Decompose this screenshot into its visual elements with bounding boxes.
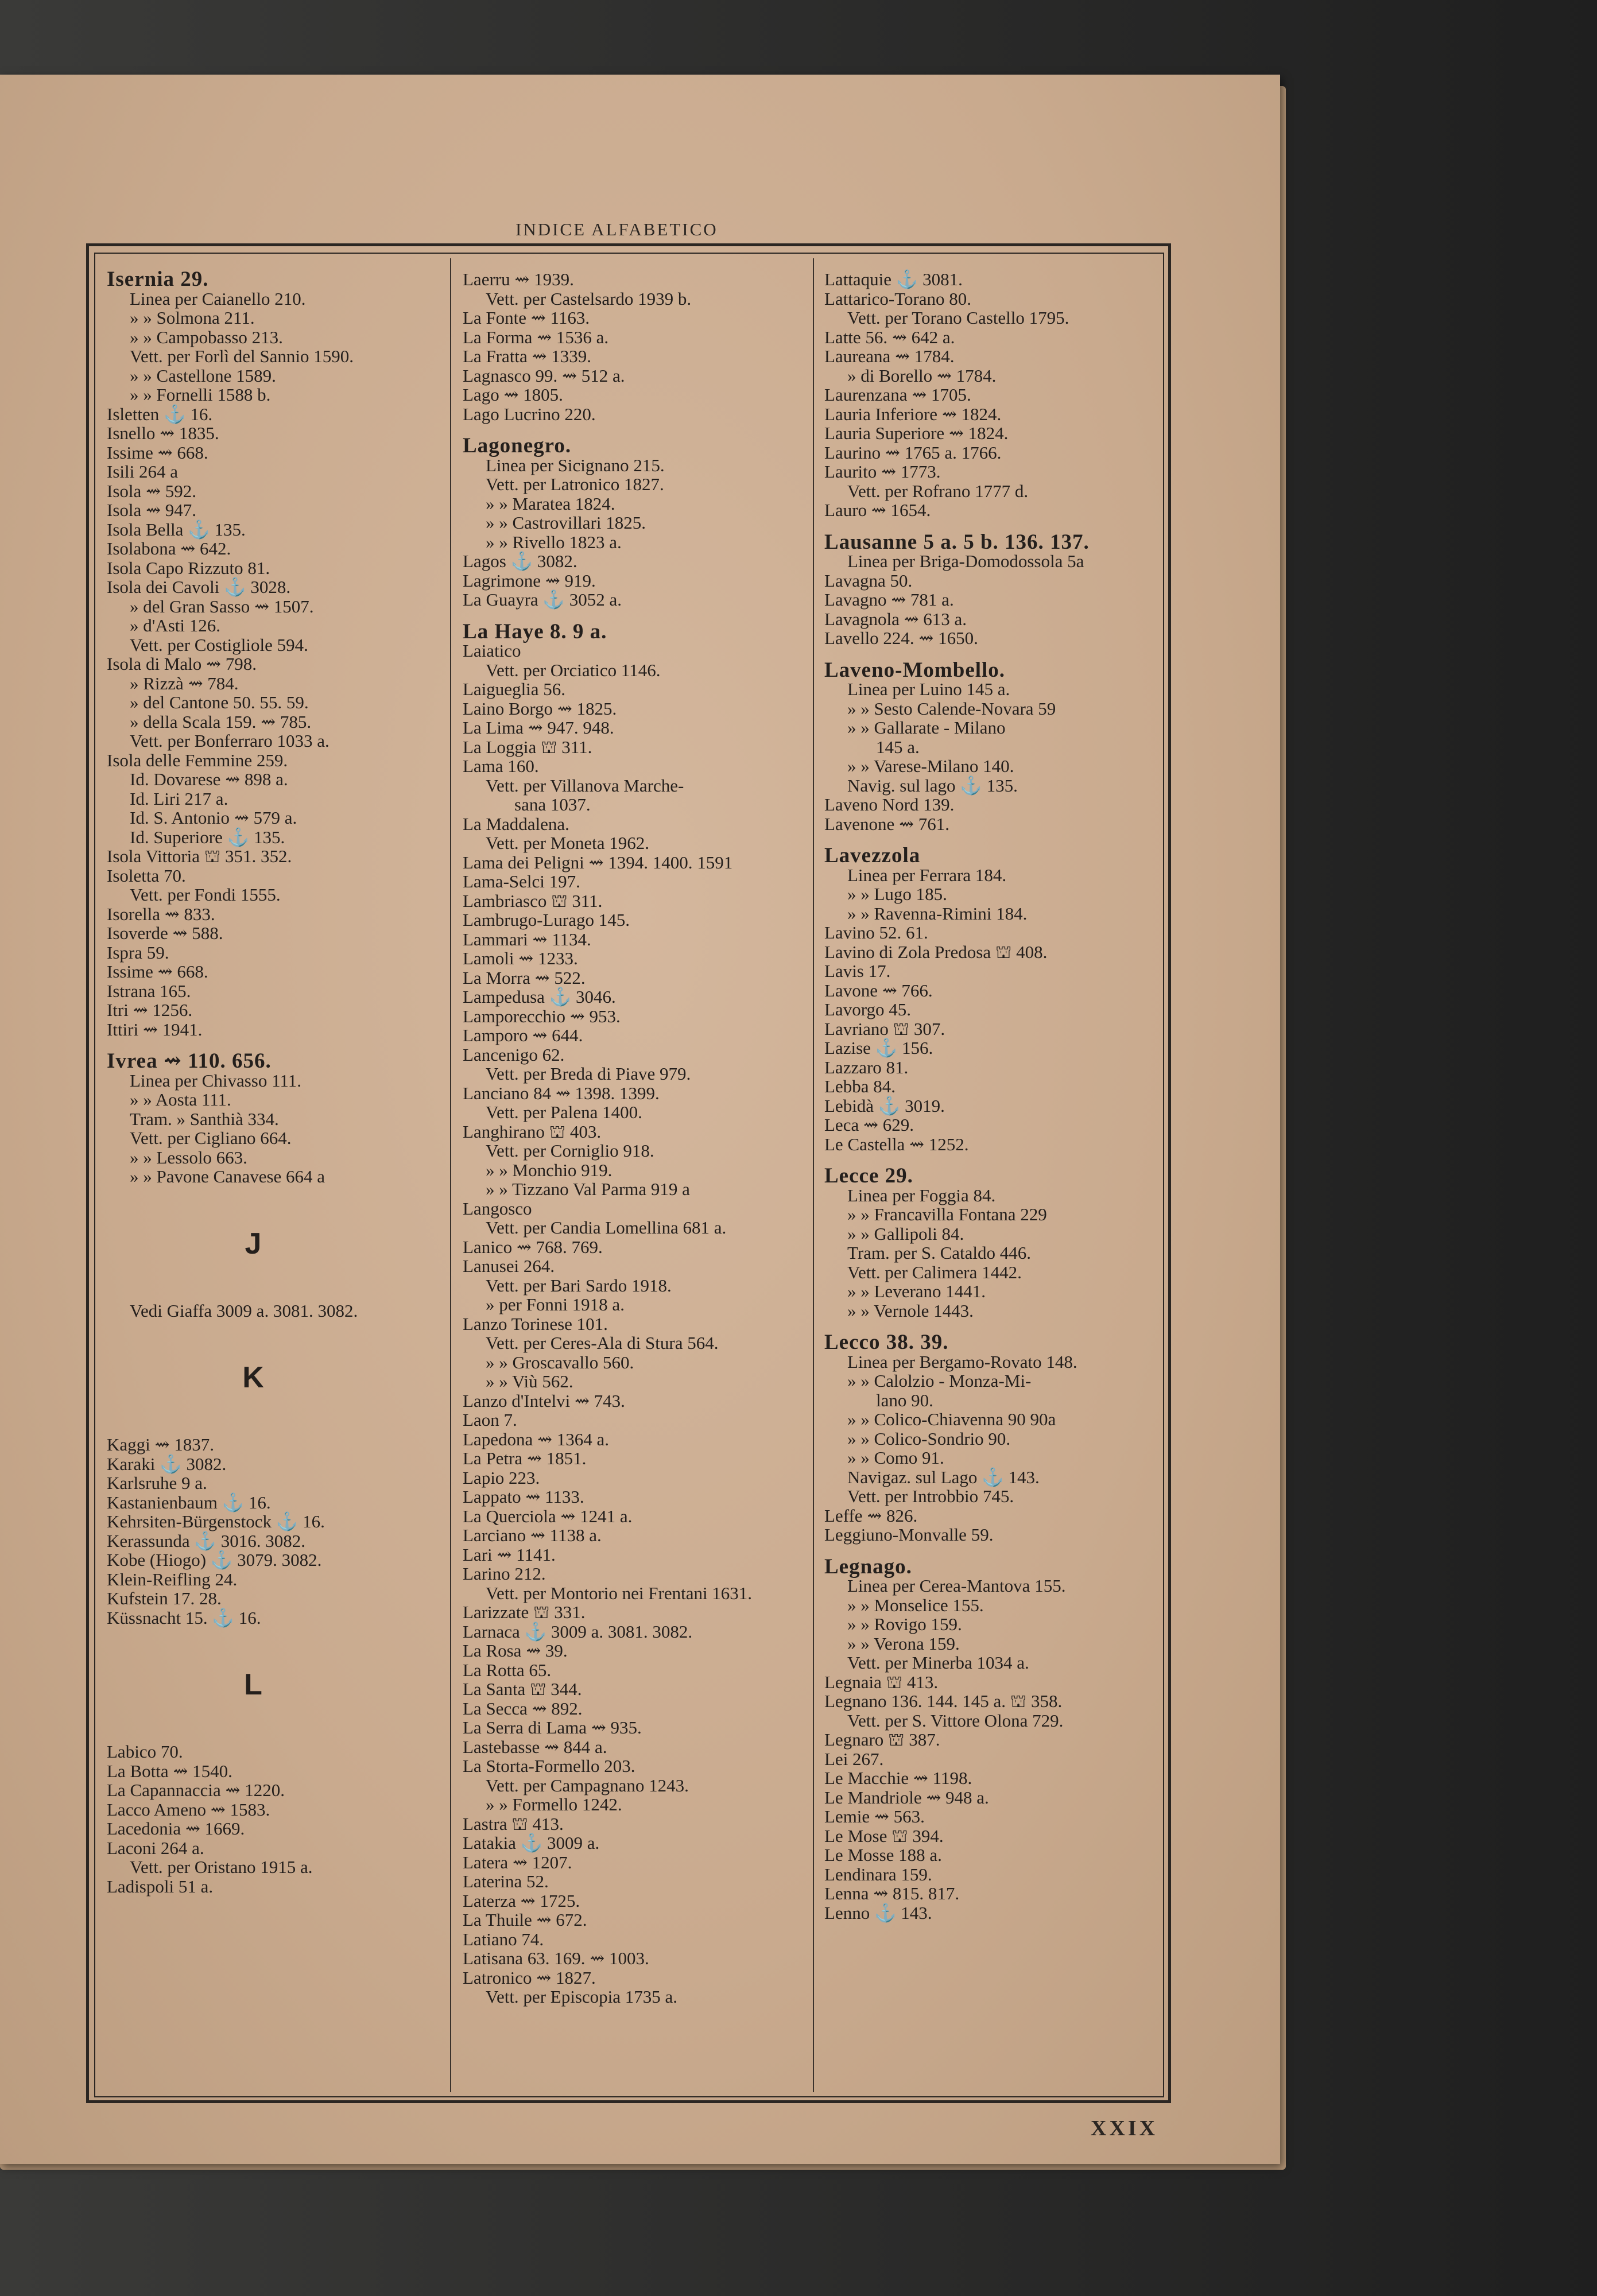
index-entry: Lapedona ⇝ 1364 a.: [463, 1429, 609, 1449]
index-entry: Laigueglia 56.: [463, 679, 566, 699]
index-entry: Kastanienbaum ⚓ 16.: [107, 1492, 271, 1512]
index-subentry: Vett. per Latronico 1827.: [486, 474, 664, 494]
index-subentry: » del Cantone 50. 55. 59.: [130, 692, 309, 712]
index-subentry: » » Gallarate - Milano: [847, 718, 1006, 738]
index-subentry: Vett. per Moneta 1962.: [486, 833, 649, 853]
index-subentry: Vett. per Episcopia 1735 a.: [486, 1987, 678, 2007]
index-subentry: » » Formello 1242.: [486, 1794, 622, 1814]
index-entry: La Fonte ⇝ 1163.: [463, 308, 590, 328]
index-entry: Ispra 59.: [107, 942, 169, 963]
index-subentry: » per Fonni 1918 a.: [486, 1294, 625, 1314]
index-entry: Lama dei Peligni ⇝ 1394. 1400. 1591: [463, 852, 733, 872]
index-entry: Isola dei Cavoli ⚓ 3028.: [107, 577, 291, 597]
index-subentry: Vett. per Forlì del Sannio 1590.: [130, 346, 354, 366]
index-subentry: Vett. per S. Vittore Olona 729.: [847, 1710, 1064, 1731]
index-entry: Lebidà ⚓ 3019.: [824, 1095, 945, 1116]
index-entry: Isola di Malo ⇝ 798.: [107, 654, 257, 674]
index-heading: Lavezzola: [824, 844, 921, 867]
index-subentry: » » Como 91.: [847, 1448, 944, 1468]
index-subentry: Linea per Sicignano 215.: [486, 455, 665, 475]
index-entry: Langosco: [463, 1198, 532, 1219]
index-subentry: » » Monselice 155.: [847, 1595, 984, 1615]
index-entry: Klein-Reifling 24.: [107, 1569, 238, 1589]
index-subentry: Vett. per Fondi 1555.: [130, 885, 281, 905]
index-entry: Isnello ⇝ 1835.: [107, 423, 219, 443]
index-subentry: » » Castrovillari 1825.: [486, 513, 646, 533]
index-entry: Lambriasco ⛫ 311.: [463, 890, 603, 911]
index-subentry: Vett. per Cigliano 664.: [130, 1128, 292, 1148]
index-entry: La Maddalena.: [463, 813, 569, 834]
index-subentry: Linea per Ferrara 184.: [847, 864, 1007, 885]
index-entry: Lanzo Torinese 101.: [463, 1313, 608, 1334]
index-entry: Labico 70.: [107, 1742, 183, 1762]
index-entry: Isolabona ⇝ 642.: [107, 538, 231, 559]
index-subentry: » del Gran Sasso ⇝ 1507.: [130, 596, 314, 616]
index-subentry: Id. Liri 217 a.: [130, 788, 228, 809]
index-subentry: Vett. per Minerba 1034 a.: [847, 1653, 1029, 1673]
index-entry: La Loggia ⛫ 311.: [463, 736, 592, 757]
index-entry: Larizzate ⛫ 331.: [463, 1602, 586, 1622]
index-subentry: » » Fornelli 1588 b.: [130, 385, 271, 405]
index-entry: Karlsruhe 9 a.: [107, 1473, 207, 1493]
index-subentry: Tram. » Santhià 334.: [130, 1108, 279, 1129]
index-entry: Laurito ⇝ 1773.: [824, 461, 941, 482]
index-entry: Karaki ⚓ 3082.: [107, 1453, 227, 1474]
index-entry: Lanciano 84 ⇝ 1398. 1399.: [463, 1083, 660, 1103]
index-subentry: Linea per Luino 145 a.: [847, 679, 1010, 699]
index-subentry: » » Leverano 1441.: [847, 1281, 986, 1301]
page-number: XXIX: [1091, 2116, 1158, 2140]
index-entry: Le Mose ⛫ 394.: [824, 1825, 944, 1846]
index-subentry: » » Tizzano Val Parma 919 a: [486, 1179, 690, 1199]
column-rule: [450, 258, 451, 2092]
index-subentry: » » Sesto Calende-Novara 59: [847, 698, 1056, 719]
index-entry: Laconi 264 a.: [107, 1837, 204, 1858]
index-entry: Legnaia ⛫ 413.: [824, 1671, 939, 1692]
index-subentry: Linea per Bergamo-Rovato 148.: [847, 1351, 1077, 1372]
index-entry: Lavriano ⛫ 307.: [824, 1018, 945, 1039]
index-entry: Lavello 224. ⇝ 1650.: [824, 628, 978, 648]
index-subentry: Vett. per Bonferraro 1033 a.: [130, 731, 330, 751]
index-entry: Lauria Inferiore ⇝ 1824.: [824, 404, 1002, 424]
index-entry: Kobe (Hiogo) ⚓ 3079. 3082.: [107, 1550, 322, 1570]
index-entry: La Lima ⇝ 947. 948.: [463, 718, 614, 738]
index-entry: Isorella ⇝ 833.: [107, 903, 215, 924]
index-subentry: Vett. per Candia Lomellina 681 a.: [486, 1217, 727, 1238]
index-subentry: » » Ravenna-Rimini 184.: [847, 903, 1028, 924]
index-entry: Lagos ⚓ 3082.: [463, 551, 577, 571]
index-entry: Larnaca ⚓ 3009 a. 3081. 3082.: [463, 1621, 693, 1642]
index-entry: Larino 212.: [463, 1564, 546, 1584]
index-entry: Lenna ⇝ 815. 817.: [824, 1883, 960, 1903]
index-entry: Le Mandriole ⇝ 948 a.: [824, 1787, 989, 1808]
index-entry: Laveno Nord 139.: [824, 794, 955, 815]
index-entry: Isola ⇝ 592.: [107, 480, 196, 501]
index-entry: Laterina 52.: [463, 1871, 549, 1891]
index-subentry: » » Pavone Canavese 664 a: [130, 1166, 325, 1186]
index-subentry: Id. S. Antonio ⇝ 579 a.: [130, 808, 297, 828]
index-entry: La Botta ⇝ 1540.: [107, 1760, 232, 1781]
index-entry: Lamporecchio ⇝ 953.: [463, 1006, 621, 1026]
index-subentry: Id. Dovarese ⇝ 898 a.: [130, 769, 288, 789]
index-entry: Lavino di Zola Predosa ⛫ 408.: [824, 941, 1048, 962]
index-entry: Isola Vittoria ⛫ 351. 352.: [107, 846, 292, 866]
index-entry: Lanico ⇝ 768. 769.: [463, 1236, 603, 1257]
index-entry: Lemie ⇝ 563.: [824, 1806, 925, 1826]
index-subentry: » » Verona 159.: [847, 1633, 960, 1654]
index-subentry: » della Scala 159. ⇝ 785.: [130, 711, 312, 732]
index-entry: Lazzaro 81.: [824, 1057, 909, 1077]
index-entry: Latakia ⚓ 3009 a.: [463, 1833, 600, 1853]
index-entry: La Guayra ⚓ 3052 a.: [463, 589, 622, 610]
index-subentry: Vett. per Castelsardo 1939 b.: [486, 288, 692, 309]
index-entry: Kaggi ⇝ 1837.: [107, 1434, 214, 1455]
index-subentry: Vett. per Introbbio 745.: [847, 1486, 1014, 1506]
index-entry: Lavenone ⇝ 761.: [824, 813, 949, 834]
section-letter: J: [245, 1227, 262, 1261]
index-subentry: » d'Asti 126.: [130, 615, 221, 635]
index-entry: La Petra ⇝ 1851.: [463, 1448, 587, 1468]
index-entry: La Forma ⇝ 1536 a.: [463, 327, 609, 347]
index-subentry: Linea per Briga-Domodossola 5a: [847, 551, 1084, 571]
index-subentry: Navig. sul lago ⚓ 135.: [847, 775, 1018, 796]
index-subentry: » » Lessolo 663.: [130, 1147, 247, 1168]
index-entry: Lamporo ⇝ 644.: [463, 1025, 583, 1045]
index-entry: La Secca ⇝ 892.: [463, 1698, 583, 1719]
column-rule: [813, 258, 814, 2092]
index-heading: Lagonegro.: [463, 434, 572, 457]
index-entry: Lavino 52. 61.: [824, 922, 928, 943]
index-subentry: Vett. per Campagnano 1243.: [486, 1775, 689, 1795]
index-heading: Lecco 38. 39.: [824, 1331, 949, 1354]
index-subentry: » » Aosta 111.: [130, 1089, 231, 1110]
index-subentry: » » Colico-Sondrio 90.: [847, 1428, 1011, 1449]
index-entry: Isola Bella ⚓ 135.: [107, 519, 246, 540]
index-entry: Leggiuno-Monvalle 59.: [824, 1525, 994, 1545]
index-entry: Lazise ⚓ 156.: [824, 1038, 933, 1058]
index-entry: Le Castella ⇝ 1252.: [824, 1134, 969, 1154]
index-subentry: » » Groscavallo 560.: [486, 1352, 634, 1372]
index-subentry: Vett. per Montorio nei Frentani 1631.: [486, 1583, 753, 1603]
index-entry: Legnano 136. 144. 145 a. ⛫ 358.: [824, 1691, 1063, 1711]
index-subentry: Vett. per Ceres-Ala di Stura 564.: [486, 1333, 719, 1353]
index-subentry: » » Gallipoli 84.: [847, 1223, 964, 1244]
index-entry: Lamoli ⇝ 1233.: [463, 948, 578, 968]
index-entry: La Rotta 65.: [463, 1659, 552, 1680]
index-entry: Ladispoli 51 a.: [107, 1876, 214, 1896]
index-entry: Larciano ⇝ 1138 a.: [463, 1525, 602, 1545]
index-entry: Lavorgo 45.: [824, 999, 911, 1019]
index-heading: Lecce 29.: [824, 1164, 913, 1188]
index-subentry: » » Varese-Milano 140.: [847, 756, 1014, 776]
index-subentry: » » Colico-Chiavenna 90 90a: [847, 1409, 1056, 1429]
index-subentry: Navigaz. sul Lago ⚓ 143.: [847, 1467, 1040, 1487]
index-entry: Lavagno ⇝ 781 a.: [824, 589, 954, 610]
index-entry: Issime ⇝ 668.: [107, 961, 208, 982]
index-entry: Lago ⇝ 1805.: [463, 385, 563, 405]
index-entry: Lattaquie ⚓ 3081.: [824, 269, 963, 289]
index-entry: Leca ⇝ 629.: [824, 1115, 914, 1135]
index-entry: Lacedonia ⇝ 1669.: [107, 1818, 245, 1839]
index-subentry: Vett. per Torano Castello 1795.: [847, 308, 1069, 328]
index-entry: Lendinara 159.: [824, 1864, 932, 1884]
index-subentry: Vedi Giaffa 3009 a. 3081. 3082.: [130, 1300, 358, 1321]
index-entry: Lago Lucrino 220.: [463, 404, 596, 424]
index-entry: Lavagnola ⇝ 613 a.: [824, 608, 967, 629]
index-entry: Latiano 74.: [463, 1929, 544, 1949]
index-subentry: Vett. per Rofrano 1777 d.: [847, 480, 1029, 501]
index-heading: Lausanne 5 a. 5 b. 136. 137.: [824, 530, 1090, 554]
index-subentry: Vett. per Villanova Marche-: [486, 775, 684, 796]
index-entry: Le Macchie ⇝ 1198.: [824, 1768, 972, 1788]
index-subentry: » » Francavilla Fontana 229: [847, 1204, 1047, 1224]
index-entry: La Morra ⇝ 522.: [463, 967, 586, 988]
index-subentry: » » Monchio 919.: [486, 1159, 613, 1180]
index-subentry: Vett. per Palena 1400.: [486, 1102, 642, 1122]
index-subentry: Linea per Foggia 84.: [847, 1185, 996, 1205]
index-entry: Latisana 63. 169. ⇝ 1003.: [463, 1948, 649, 1968]
index-subentry: » » Castellone 1589.: [130, 365, 276, 386]
index-heading: Legnago.: [824, 1554, 912, 1578]
index-entry: Latera ⇝ 1207.: [463, 1852, 572, 1872]
index-continuation: sana 1037.: [514, 794, 591, 815]
index-entry: La Thuile ⇝ 672.: [463, 1910, 587, 1930]
index-entry: Kerassunda ⚓ 3016. 3082.: [107, 1530, 305, 1551]
index-entry: Lapio 223.: [463, 1467, 540, 1488]
index-entry: Lammari ⇝ 1134.: [463, 929, 591, 949]
index-entry: Lavagna 50.: [824, 570, 913, 591]
index-subentry: » » Calolzio - Monza-Mi-: [847, 1371, 1032, 1391]
index-entry: Lancenigo 62.: [463, 1044, 565, 1065]
index-entry: Lavis 17.: [824, 961, 891, 981]
index-entry: La Fratta ⇝ 1339.: [463, 346, 591, 366]
index-entry: Laurino ⇝ 1765 a. 1766.: [824, 442, 1002, 463]
index-subentry: » » Rovigo 159.: [847, 1614, 962, 1634]
index-subentry: » » Solmona 211.: [130, 308, 255, 328]
index-subentry: Vett. per Bari Sardo 1918.: [486, 1275, 672, 1296]
index-entry: Lastra ⛫ 413.: [463, 1813, 564, 1834]
index-subentry: » » Viù 562.: [486, 1371, 573, 1391]
index-entry: Laon 7.: [463, 1410, 517, 1430]
index-subentry: Vett. per Orciatico 1146.: [486, 660, 661, 680]
index-entry: Isola ⇝ 947.: [107, 500, 196, 520]
index-entry: Lama-Selci 197.: [463, 871, 580, 891]
index-entry: Isletten ⚓ 16.: [107, 404, 213, 424]
index-entry: Laurenzana ⇝ 1705.: [824, 385, 971, 405]
index-subentry: » » Lugo 185.: [847, 884, 947, 904]
index-entry: Kehrsiten-Bürgenstock ⚓ 16.: [107, 1511, 325, 1531]
index-entry: La Santa ⛫ 344.: [463, 1679, 582, 1699]
index-subentry: Linea per Chivasso 111.: [130, 1070, 302, 1091]
index-entry: La Serra di Lama ⇝ 935.: [463, 1717, 642, 1737]
index-entry: Leffe ⇝ 826.: [824, 1505, 918, 1526]
index-heading: Laveno-Mombello.: [824, 658, 1006, 682]
index-heading: Ivrea ⇝ 110. 656.: [107, 1049, 272, 1073]
index-subentry: » » Rivello 1823 a.: [486, 532, 622, 552]
index-subentry: Vett. per Breda di Piave 979.: [486, 1064, 691, 1084]
index-entry: Isola Capo Rizzuto 81.: [107, 557, 270, 578]
index-subentry: » » Campobasso 213.: [130, 327, 283, 347]
index-subentry: Vett. per Oristano 1915 a.: [130, 1857, 313, 1877]
index-entry: Lagrimone ⇝ 919.: [463, 570, 596, 591]
index-entry: Laterza ⇝ 1725.: [463, 1890, 580, 1911]
index-entry: Laiatico: [463, 641, 521, 661]
index-entry: Lauria Superiore ⇝ 1824.: [824, 423, 1009, 443]
index-entry: Istrana 165.: [107, 980, 191, 1001]
index-entry: Itri ⇝ 1256.: [107, 1000, 193, 1020]
index-subentry: » Rizzà ⇝ 784.: [130, 673, 239, 693]
index-entry: Lampedusa ⚓ 3046.: [463, 987, 616, 1007]
index-entry: Lattarico-Torano 80.: [824, 288, 972, 309]
index-subentry: » di Borello ⇝ 1784.: [847, 365, 997, 386]
index-heading: La Haye 8. 9 a.: [463, 619, 607, 643]
index-entry: Lanusei 264.: [463, 1256, 555, 1276]
index-heading: Isernia 29.: [107, 267, 209, 291]
index-continuation: 145 a.: [876, 736, 920, 757]
index-entry: Ittiri ⇝ 1941.: [107, 1019, 203, 1040]
index-entry: Lavone ⇝ 766.: [824, 980, 933, 1000]
section-letter: K: [242, 1361, 264, 1394]
index-entry: Lastebasse ⇝ 844 a.: [463, 1736, 607, 1757]
index-continuation: lano 90.: [876, 1390, 933, 1410]
index-entry: Laerru ⇝ 1939.: [463, 269, 574, 289]
index-entry: Latronico ⇝ 1827.: [463, 1967, 596, 1988]
index-entry: La Querciola ⇝ 1241 a.: [463, 1506, 633, 1526]
index-entry: Lambrugo-Lurago 145.: [463, 910, 630, 930]
index-entry: Legnaro ⛫ 387.: [824, 1729, 940, 1750]
section-letter: L: [244, 1668, 262, 1701]
index-subentry: » » Maratea 1824.: [486, 493, 615, 514]
index-entry: Lappato ⇝ 1133.: [463, 1487, 584, 1507]
index-entry: Lagnasco 99. ⇝ 512 a.: [463, 365, 625, 386]
index-subentry: Vett. per Costigliole 594.: [130, 634, 308, 655]
index-subentry: Linea per Cerea-Mantova 155.: [847, 1576, 1066, 1596]
index-entry: Lama 160.: [463, 756, 539, 776]
index-entry: La Rosa ⇝ 39.: [463, 1640, 568, 1661]
index-entry: Lei 267.: [824, 1748, 884, 1769]
index-entry: Kufstein 17. 28.: [107, 1588, 222, 1608]
index-entry: Le Mosse 188 a.: [824, 1845, 942, 1865]
index-entry: Isola delle Femmine 259.: [107, 750, 288, 770]
index-entry: Laureana ⇝ 1784.: [824, 346, 955, 366]
index-entry: Lacco Ameno ⇝ 1583.: [107, 1799, 270, 1820]
index-entry: Lanzo d'Intelvi ⇝ 743.: [463, 1390, 625, 1411]
index-entry: Latte 56. ⇝ 642 a.: [824, 327, 955, 347]
index-entry: Lebba 84.: [824, 1076, 896, 1096]
index-entry: Isili 264 a: [107, 461, 178, 482]
index-column-3: [824, 270, 1158, 1922]
index-entry: Issime ⇝ 668.: [107, 442, 208, 463]
page-title: INDICE ALFABETICO: [515, 219, 718, 239]
index-entry: Lari ⇝ 1141.: [463, 1544, 556, 1565]
index-entry: La Storta-Formello 203.: [463, 1756, 635, 1776]
index-entry: Küssnacht 15. ⚓ 16.: [107, 1607, 261, 1628]
index-entry: Lauro ⇝ 1654.: [824, 500, 931, 520]
index-subentry: Id. Superiore ⚓ 135.: [130, 827, 285, 847]
index-column-2: [463, 270, 801, 2007]
index-subentry: Vett. per Corniglio 918.: [486, 1141, 654, 1161]
index-subentry: Linea per Caianello 210.: [130, 288, 306, 309]
index-entry: Langhirano ⛫ 403.: [463, 1121, 602, 1142]
index-entry: Lenno ⚓ 143.: [824, 1902, 932, 1923]
index-column-1: [107, 267, 434, 1896]
index-entry: Isoverde ⇝ 588.: [107, 923, 223, 943]
index-entry: Isoletta 70.: [107, 865, 186, 886]
index-subentry: Vett. per Calimera 1442.: [847, 1262, 1022, 1282]
index-entry: La Capannaccia ⇝ 1220.: [107, 1780, 285, 1800]
index-entry: Laino Borgo ⇝ 1825.: [463, 698, 617, 719]
index-subentry: Tram. per S. Cataldo 446.: [847, 1243, 1032, 1263]
index-subentry: » » Vernole 1443.: [847, 1300, 974, 1321]
